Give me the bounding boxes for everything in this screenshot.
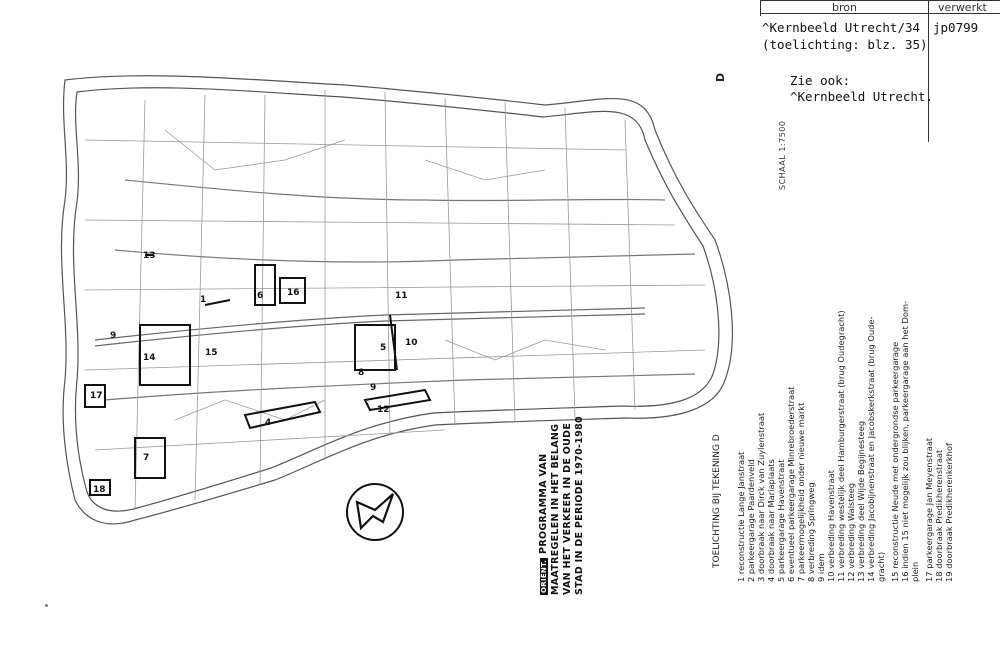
southern-street	[105, 374, 695, 400]
legend-item-4: 4 doorbraak naar Mariaplaats	[766, 459, 776, 582]
sheet-letter: D	[714, 72, 727, 82]
legend-item-9: 9 idem	[816, 553, 826, 582]
map-title-line-1: ORIËNT.PROGRAMMA VAN	[538, 453, 549, 593]
legend-item-2: 2 parkeergarage Paardenveld	[746, 459, 756, 582]
scan-speck	[45, 604, 48, 607]
legend-item-16-cont: plein	[910, 561, 920, 582]
map-label-7: 7	[143, 453, 150, 463]
area-strip-i	[365, 390, 430, 410]
map-title-line-2: MAATREGELEN IN HET BELANG	[550, 423, 561, 595]
record-code: jp0799	[933, 20, 979, 35]
city-map	[25, 40, 765, 560]
legend-item-10: 10 verbreding Havenstraat	[826, 470, 836, 582]
map-label-14: 14	[143, 353, 156, 363]
map-label-16: 16	[287, 288, 300, 298]
oudegracht-bank	[95, 314, 645, 346]
middle-street	[115, 250, 695, 262]
legend-item-12: 12 verbreding Walsteeg	[846, 482, 856, 582]
map-label-8: 8	[358, 368, 365, 378]
source-line-1: ^Kernbeeld Utrecht/34	[762, 20, 921, 35]
legend-item-11: 11 verbreding westelijk deel Hamburgerstraat (brug Oudegracht)	[836, 310, 846, 582]
legend-item-5: 5 parkeergarage Havenstraat	[776, 459, 786, 582]
north-arrow-icon	[347, 484, 403, 540]
northern-street	[125, 180, 665, 201]
map-label-18: 18	[93, 485, 106, 495]
map-label-10: 10	[405, 338, 418, 348]
map-scale: SCHAAL 1:7500	[778, 120, 787, 190]
legend-item-7: 7 parkeermogelijkheid onder nieuwe markt	[796, 402, 806, 582]
map-label-9b: 9	[370, 383, 377, 393]
legend-item-14-cont: gracht)	[876, 551, 886, 582]
map-label-5: 5	[380, 343, 387, 353]
legend-heading: TOELICHTING BIJ TEKENING D	[712, 434, 722, 568]
legend-item-6: 6 eventueel parkeergarage Minrebroederstraat	[786, 386, 796, 582]
legend-item-3: 3 doorbraak naar Dirck van Zuylenstraat	[756, 412, 766, 582]
legend-item-1: 1 reconstructie Lange Janstraat	[736, 451, 746, 582]
legend-item-13: 13 verbreding deel Wijde Begijnesteeg	[856, 420, 866, 582]
map-label-15: 15	[205, 348, 218, 358]
legend-item-17: 17 parkeergarage Jan Meyenstraat	[924, 437, 934, 582]
header-verwerkt: verwerkt	[938, 1, 987, 14]
map-title-line-4: STAD IN DE PERIODE 1970-1980	[574, 416, 585, 595]
legend-item-8: 8 verbreding Springweg	[806, 482, 816, 582]
legend-item-18: 18 doorbraak Predikherenstraat	[934, 449, 944, 582]
map-label-17: 17	[90, 391, 103, 401]
map-label-4: 4	[265, 418, 272, 428]
see-also-reference: ^Kernbeeld Utrecht.	[790, 89, 933, 104]
see-also-label: Zie ook:	[790, 73, 851, 88]
map-label-9: 9	[110, 331, 117, 341]
card-column-divider	[928, 0, 929, 142]
minor-streets	[165, 130, 605, 420]
map-title	[538, 416, 586, 595]
source-line-2: (toelichting: blz. 35)	[762, 37, 928, 52]
area-block-f	[135, 438, 165, 478]
area-strip-h	[245, 402, 320, 428]
map-label-6: 6	[257, 291, 264, 301]
map-label-12: 12	[377, 405, 390, 415]
legend-item-16: 16 indien 15 niet mogelijk zou blijken, parkeergarage aan het Dom-	[900, 300, 910, 582]
card-left-edge	[760, 0, 761, 16]
legend-item-19: 19 doorbraak Predikherenkerkhof	[944, 443, 954, 582]
legend-item-15: 15 reconstructie Neude met ondergrondse parkeergarage	[890, 341, 900, 582]
map-label-1: 1	[200, 295, 207, 305]
map-label-11: 11	[395, 291, 408, 301]
header-bron: bron	[832, 1, 857, 14]
map-title-line-3: VAN HET VERKEER IN DE OUDE	[562, 422, 573, 595]
legend-item-14: 14 verbreding Jacobijnenstraat en Jacobskerkstraat (brug Oude-	[866, 316, 876, 582]
orientation-tag: ORIËNT.	[540, 559, 548, 593]
area-links	[145, 255, 397, 370]
map-label-13: 13	[143, 251, 156, 261]
